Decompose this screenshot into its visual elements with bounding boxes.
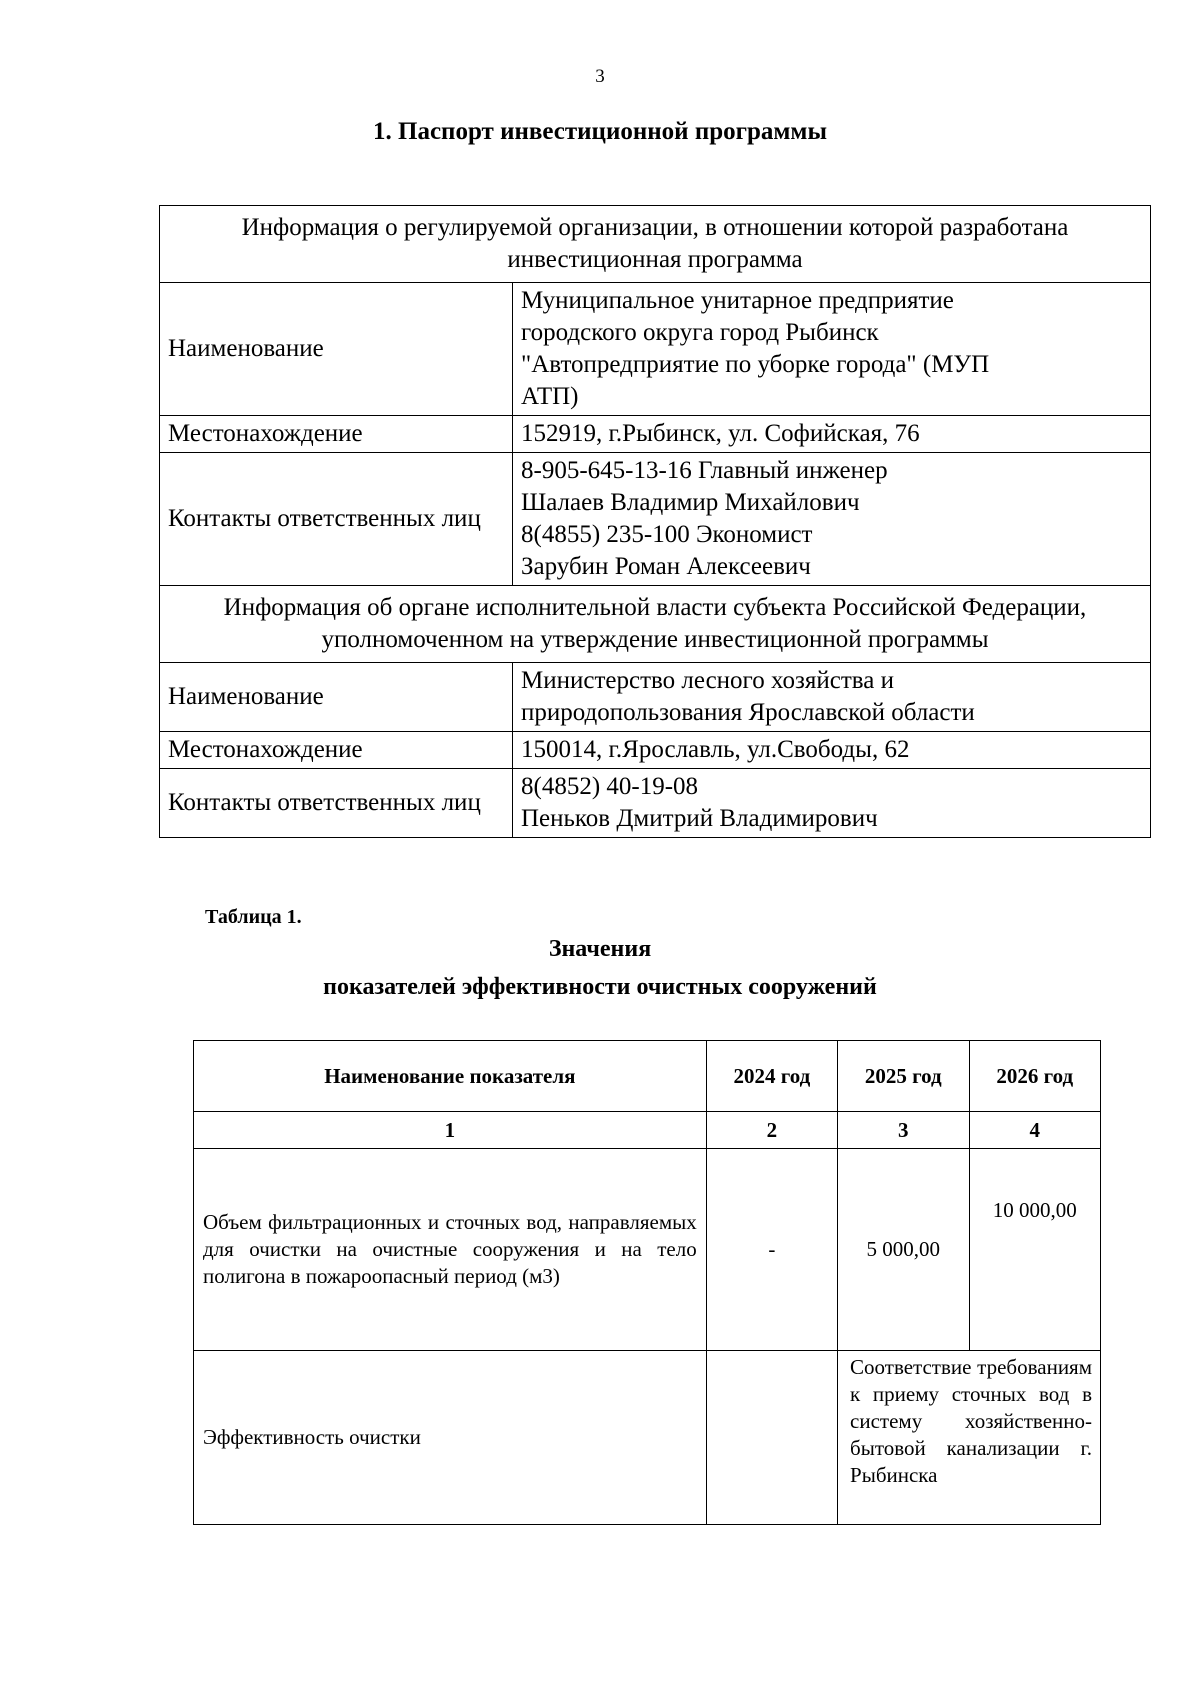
value-line: 152919, г.Рыбинск, ул. Софийская, 76 xyxy=(521,420,920,447)
value-2024 xyxy=(706,1351,837,1525)
authority-name-label: Наименование xyxy=(160,663,513,732)
value-line: Министерство лесного хозяйства и xyxy=(521,667,894,694)
value-line: Шалаев Владимир Михайлович xyxy=(521,489,860,516)
indicator-name: Эффективность очистки xyxy=(194,1351,707,1525)
value-line: 8-905-645-13-16 Главный инженер xyxy=(521,457,888,484)
column-numbers-row xyxy=(194,1112,1101,1149)
header-2025: 2025 год xyxy=(838,1041,969,1112)
org-contacts-value xyxy=(513,453,1151,586)
org-location-row xyxy=(160,416,1151,453)
org-contacts-label: Контакты ответственных лиц xyxy=(160,453,513,586)
value-line: "Автопредприятие по уборке города" (МУП xyxy=(521,351,990,378)
value-line: природопользования Ярославской области xyxy=(521,699,975,726)
value-line: Муниципальное унитарное предприятие xyxy=(521,287,954,314)
org-name-value xyxy=(513,283,1151,416)
indicators-table xyxy=(193,1040,1101,1525)
authority-header-row xyxy=(160,586,1151,663)
column-number: 2 xyxy=(706,1112,837,1149)
table-header-row xyxy=(194,1041,1101,1112)
indicator-name: Объем фильтрационных и сточных вод, направляемых для очистки на очистные сооружения и на тело полигона в пожароопасный период (м3) xyxy=(194,1149,707,1351)
column-number: 1 xyxy=(194,1112,707,1149)
table-title xyxy=(0,930,1200,1006)
column-number: 3 xyxy=(838,1112,969,1149)
value-line: Зарубин Роман Алексеевич xyxy=(521,553,811,580)
value-line: 8(4852) 40-19-08 xyxy=(521,773,699,800)
value-line: городского округа город Рыбинск xyxy=(521,319,879,346)
value-line: АТП) xyxy=(521,383,579,410)
authority-name-row xyxy=(160,663,1151,732)
value-2025-2026-merged: Соответствие требованиям к приему сточных вод в систему хозяйственно-бытовой канализации г. Рыбинска xyxy=(838,1351,1101,1525)
authority-contacts-value xyxy=(513,769,1151,838)
section-title: 1. Паспорт инвестиционной программы xyxy=(373,118,827,145)
header-2024: 2024 год xyxy=(706,1041,837,1112)
authority-location-value xyxy=(513,732,1151,769)
value-line: 150014, г.Ярославль, ул.Свободы, 62 xyxy=(521,736,910,763)
org-contacts-row xyxy=(160,453,1151,586)
table-label: Таблица 1. xyxy=(205,906,302,928)
value-2025: 5 000,00 xyxy=(838,1149,969,1351)
page-number: 3 xyxy=(595,66,605,87)
column-number: 4 xyxy=(969,1112,1101,1149)
value-line: Пеньков Дмитрий Владимирович xyxy=(521,805,878,832)
value-2024: - xyxy=(706,1149,837,1351)
value-2026: 10 000,00 xyxy=(969,1149,1101,1351)
org-header-row xyxy=(160,206,1151,283)
table-row xyxy=(194,1149,1101,1351)
authority-contacts-label: Контакты ответственных лиц xyxy=(160,769,513,838)
authority-header-cell: Информация об органе исполнительной власти субъекта Российской Федерации, уполномоченном на утверждение инвестиционной программы xyxy=(160,586,1151,663)
header-2026: 2026 год xyxy=(969,1041,1101,1112)
org-name-label: Наименование xyxy=(160,283,513,416)
authority-location-label: Местонахождение xyxy=(160,732,513,769)
org-location-label: Местонахождение xyxy=(160,416,513,453)
authority-name-value xyxy=(513,663,1151,732)
passport-table xyxy=(159,205,1151,838)
authority-contacts-row xyxy=(160,769,1151,838)
table-title-line: Значения xyxy=(548,936,652,962)
value-line: 8(4855) 235-100 Экономист xyxy=(521,521,813,548)
authority-location-row xyxy=(160,732,1151,769)
org-name-row xyxy=(160,283,1151,416)
table-row xyxy=(194,1351,1101,1525)
header-indicator-name: Наименование показателя xyxy=(194,1041,707,1112)
org-location-value xyxy=(513,416,1151,453)
table-title-line: показателей эффективности очистных сооружений xyxy=(323,974,877,1000)
org-header-cell: Информация о регулируемой организации, в отношении которой разработана инвестиционная программа xyxy=(160,206,1151,283)
